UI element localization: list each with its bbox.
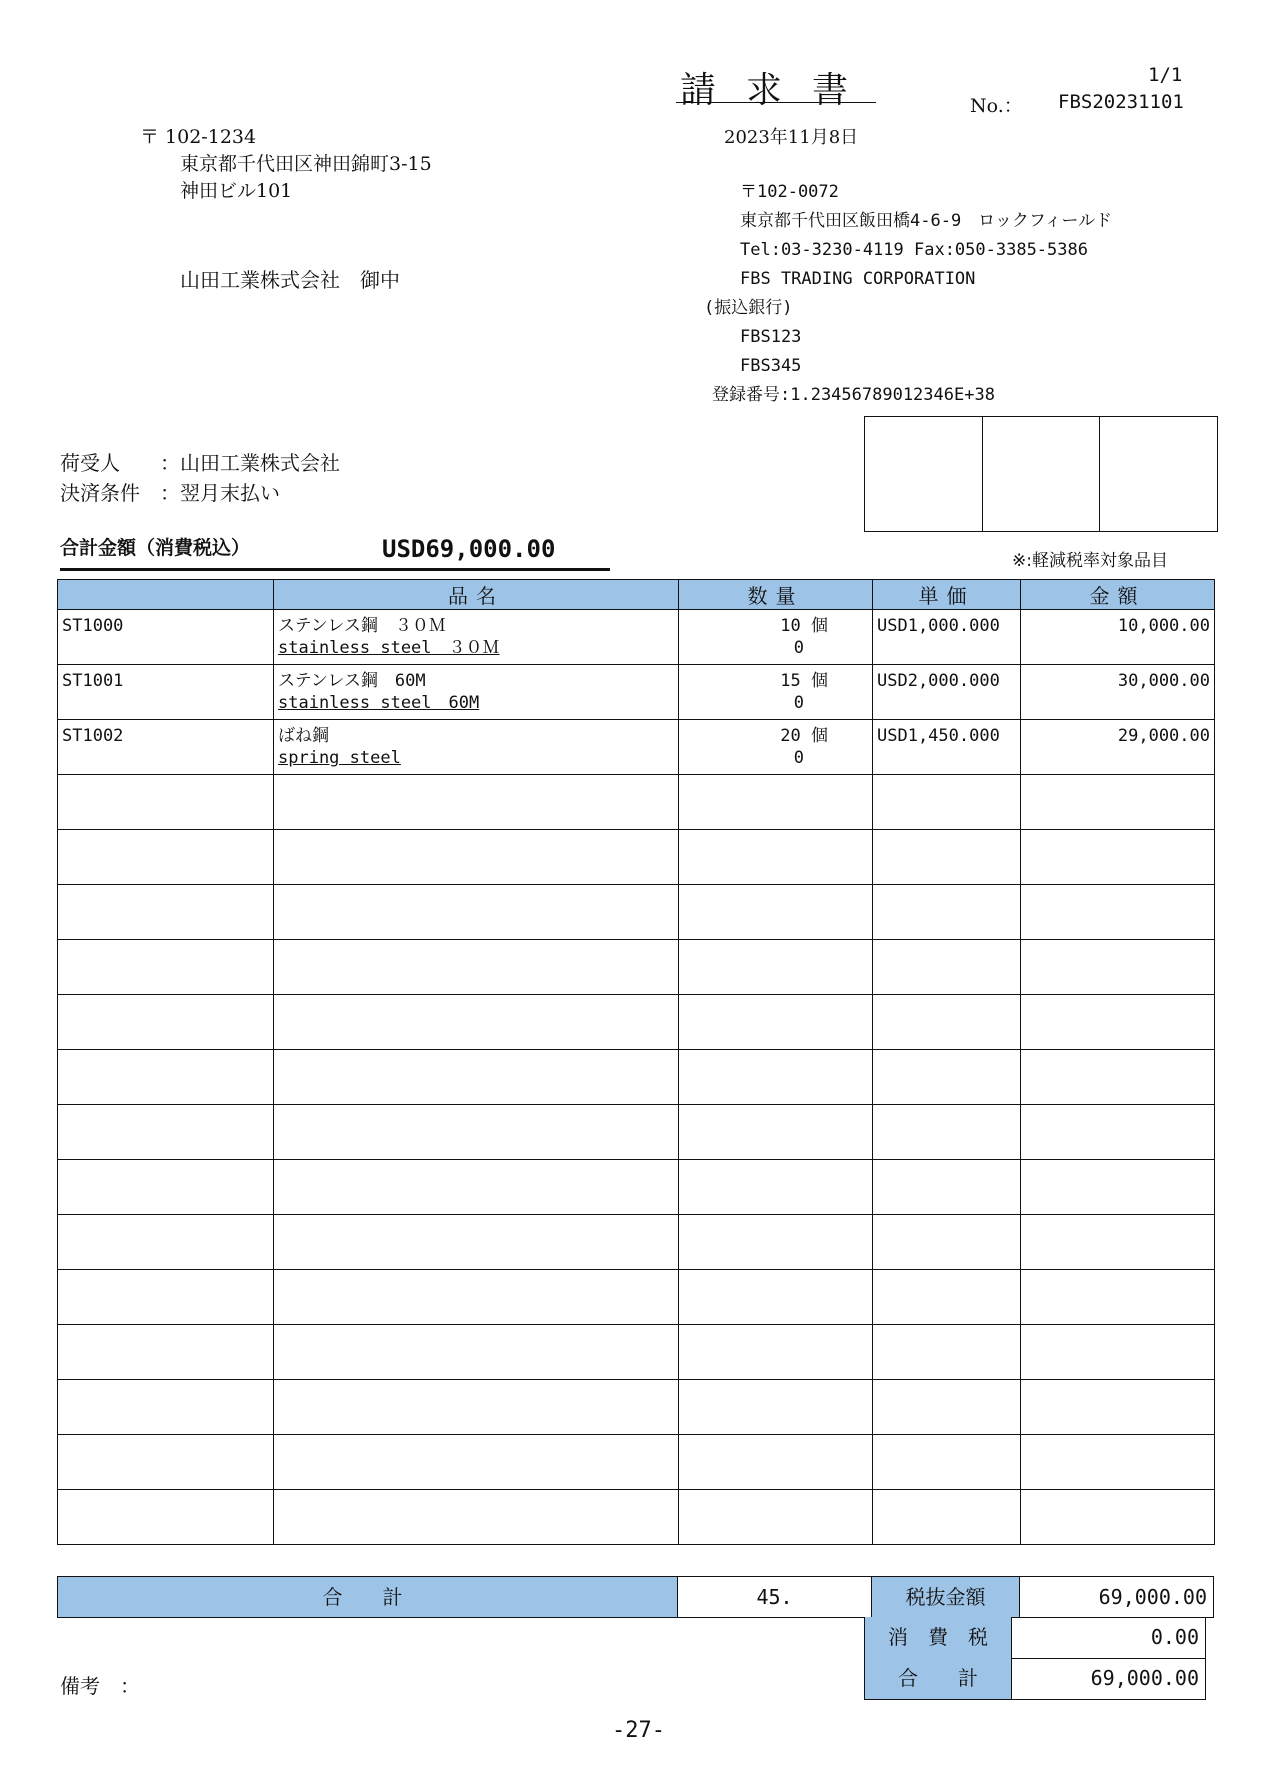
document-title: 請求書: [680, 70, 879, 111]
empty-cell: [274, 940, 679, 995]
empty-cell: [274, 830, 679, 885]
tax-label: 消 費 税: [864, 1617, 1012, 1659]
customer-postal: 〒 102-1234: [140, 126, 257, 148]
item-amount: 10,000.00: [1021, 610, 1215, 665]
registration-number: 登録番号:1.23456789012346E+38: [712, 385, 995, 405]
empty-cell: [679, 995, 873, 1050]
item-unit-price: USD1,000.000: [873, 610, 1021, 665]
item-amount: 29,000.00: [1021, 720, 1215, 775]
table-row-empty: [58, 1105, 1215, 1160]
sender-postal: 〒102-0072: [740, 182, 839, 202]
sender-address: 東京都千代田区飯田橋4-6-9 ロックフィールド: [740, 211, 1113, 231]
empty-cell: [274, 1325, 679, 1380]
table-row-empty: [58, 1215, 1215, 1270]
sum-row: [57, 1576, 1214, 1618]
empty-cell: [873, 1325, 1021, 1380]
total-amount-value: USD69,000.00: [382, 535, 556, 563]
table-row-empty: [58, 1050, 1215, 1105]
empty-cell: [1021, 1105, 1215, 1160]
empty-cell: [873, 1435, 1021, 1490]
footer-page-number: -27-: [612, 1718, 665, 1743]
empty-cell: [679, 1325, 873, 1380]
empty-cell: [1021, 1050, 1215, 1105]
empty-cell: [679, 775, 873, 830]
empty-cell: [1021, 1325, 1215, 1380]
invoice-number: FBS20231101: [1058, 91, 1184, 113]
invoice-date: 2023年11月8日: [724, 127, 859, 148]
sum-quantity: 45.: [678, 1576, 872, 1618]
stamp-box: [983, 417, 1101, 531]
empty-cell: [274, 995, 679, 1050]
empty-cell: [873, 1105, 1021, 1160]
table-row: [58, 665, 1215, 720]
table-header-row: [58, 580, 1215, 610]
sender-company: FBS TRADING CORPORATION: [740, 269, 976, 289]
empty-cell: [274, 1380, 679, 1435]
header-unit-price: 単価: [873, 580, 1021, 610]
empty-cell: [58, 995, 274, 1050]
items-table: [57, 579, 1215, 1545]
empty-cell: [1021, 775, 1215, 830]
title-underline: [676, 102, 876, 103]
empty-cell: [873, 940, 1021, 995]
item-code: ST1002: [58, 720, 274, 775]
empty-cell: [274, 1105, 679, 1160]
sender-block: [704, 178, 1113, 410]
empty-cell: [679, 1270, 873, 1325]
item-name: ステンレス鋼 60M stainless steel 60M: [274, 665, 679, 720]
empty-cell: [58, 1215, 274, 1270]
empty-cell: [58, 1050, 274, 1105]
item-unit-price: USD1,450.000: [873, 720, 1021, 775]
empty-cell: [873, 1380, 1021, 1435]
empty-cell: [58, 885, 274, 940]
item-unit-price: USD2,000.000: [873, 665, 1021, 720]
empty-cell: [679, 1490, 873, 1545]
page-number: 1/1: [1148, 64, 1183, 86]
customer-address-line1: 東京都千代田区神田錦町3-15: [180, 153, 432, 175]
header-item-name: 品名: [274, 580, 679, 610]
empty-cell: [1021, 1160, 1215, 1215]
customer-address: [140, 124, 432, 205]
customer-name: 山田工業株式会社 御中: [180, 268, 400, 292]
empty-cell: [679, 1215, 873, 1270]
empty-cell: [58, 940, 274, 995]
item-amount: 30,000.00: [1021, 665, 1215, 720]
empty-cell: [274, 1270, 679, 1325]
empty-cell: [679, 1435, 873, 1490]
empty-cell: [679, 1105, 873, 1160]
total-underline: [60, 568, 610, 571]
item-quantity: 10 個 0: [679, 610, 873, 665]
item-quantity: 20 個 0: [679, 720, 873, 775]
empty-cell: [1021, 1270, 1215, 1325]
tax-row: [864, 1617, 1206, 1659]
sum-label: 合 計: [57, 1576, 678, 1618]
stamp-box: [1100, 417, 1217, 531]
empty-cell: [1021, 1380, 1215, 1435]
table-row-empty: [58, 1490, 1215, 1545]
empty-cell: [58, 1105, 274, 1160]
customer-address-line2: 神田ビル101: [180, 180, 293, 202]
table-row-empty: [58, 775, 1215, 830]
remarks-label: 備考 ：: [60, 1674, 140, 1698]
table-row-empty: [58, 1160, 1215, 1215]
empty-cell: [1021, 830, 1215, 885]
table-row-empty: [58, 995, 1215, 1050]
empty-cell: [873, 1160, 1021, 1215]
empty-cell: [873, 830, 1021, 885]
item-code: ST1000: [58, 610, 274, 665]
item-code: ST1001: [58, 665, 274, 720]
empty-cell: [679, 1050, 873, 1105]
table-row-empty: [58, 830, 1215, 885]
bank-1: FBS123: [740, 327, 802, 347]
empty-cell: [274, 1490, 679, 1545]
stamp-boxes: [864, 416, 1218, 532]
empty-cell: [679, 940, 873, 995]
reduced-tax-note: ※:軽減税率対象品目: [1012, 551, 1168, 571]
empty-cell: [1021, 940, 1215, 995]
empty-cell: [58, 1380, 274, 1435]
empty-cell: [873, 995, 1021, 1050]
item-name: ステンレス鋼 ３０Ｍ stainless steel ３０Ｍ: [274, 610, 679, 665]
empty-cell: [58, 830, 274, 885]
grand-total-row: [864, 1658, 1206, 1700]
empty-cell: [873, 775, 1021, 830]
empty-cell: [679, 1160, 873, 1215]
table-row-empty: [58, 885, 1215, 940]
empty-cell: [58, 1325, 274, 1380]
empty-cell: [873, 885, 1021, 940]
empty-cell: [1021, 1215, 1215, 1270]
empty-cell: [58, 1490, 274, 1545]
empty-cell: [58, 1160, 274, 1215]
consignee-block: [60, 448, 340, 508]
item-name: ばね鋼 spring steel: [274, 720, 679, 775]
payment-terms: 決済条件 ：翌月末払い: [60, 481, 280, 505]
header-quantity: 数量: [679, 580, 873, 610]
stamp-box: [865, 417, 983, 531]
empty-cell: [58, 1435, 274, 1490]
empty-cell: [873, 1050, 1021, 1105]
header-amount: 金額: [1021, 580, 1215, 610]
table-row-empty: [58, 940, 1215, 995]
consignee: 荷受人 ：山田工業株式会社: [60, 451, 340, 475]
empty-cell: [873, 1490, 1021, 1545]
empty-cell: [274, 1215, 679, 1270]
empty-cell: [1021, 1435, 1215, 1490]
empty-cell: [1021, 995, 1215, 1050]
empty-cell: [274, 1160, 679, 1215]
sender-tel-fax: Tel:03-3230-4119 Fax:050-3385-5386: [740, 240, 1088, 260]
empty-cell: [679, 885, 873, 940]
empty-cell: [274, 885, 679, 940]
invoice-number-label: No.：: [970, 95, 1023, 117]
table-row-empty: [58, 1270, 1215, 1325]
empty-cell: [58, 775, 274, 830]
table-row-empty: [58, 1325, 1215, 1380]
empty-cell: [1021, 1490, 1215, 1545]
table-row-empty: [58, 1380, 1215, 1435]
empty-cell: [58, 1270, 274, 1325]
grand-total-value: 69,000.00: [1012, 1658, 1206, 1700]
item-quantity: 15 個 0: [679, 665, 873, 720]
table-row-empty: [58, 1435, 1215, 1490]
empty-cell: [274, 1435, 679, 1490]
empty-cell: [1021, 885, 1215, 940]
bank-label: (振込銀行): [704, 298, 793, 318]
total-amount-label: 合計金額（消費税込）: [60, 537, 251, 559]
empty-cell: [274, 1050, 679, 1105]
bank-2: FBS345: [740, 356, 802, 376]
empty-cell: [873, 1215, 1021, 1270]
table-row: [58, 720, 1215, 775]
empty-cell: [679, 830, 873, 885]
empty-cell: [679, 1380, 873, 1435]
empty-cell: [274, 775, 679, 830]
header-code: [58, 580, 274, 610]
empty-cell: [873, 1270, 1021, 1325]
subtotal-label: 税抜金額: [872, 1576, 1020, 1618]
table-row: [58, 610, 1215, 665]
tax-value: 0.00: [1012, 1617, 1206, 1659]
grand-total-label: 合 計: [864, 1658, 1012, 1700]
subtotal-value: 69,000.00: [1020, 1576, 1214, 1618]
